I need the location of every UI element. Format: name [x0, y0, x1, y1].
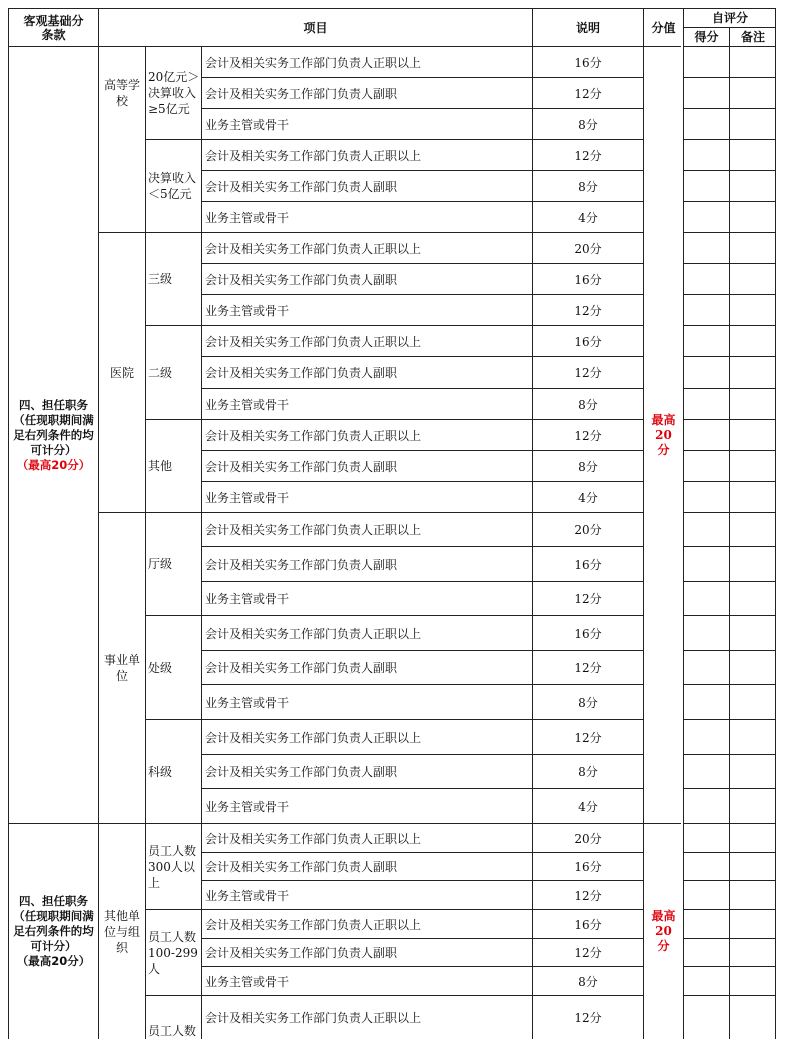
- item-score: 16分: [532, 909, 643, 938]
- header-clause: 客观基础分 条款: [8, 8, 98, 46]
- item-role: 业务主管或骨干: [201, 388, 532, 419]
- item-role: 会计及相关实务工作部门负责人正职以上: [201, 325, 532, 356]
- self-score-input[interactable]: [683, 450, 729, 481]
- self-score-input[interactable]: [683, 356, 729, 388]
- item-role: 会计及相关实务工作部门负责人正职以上: [201, 909, 532, 938]
- header-score: 得分: [683, 27, 729, 46]
- item-score: 8分: [532, 388, 643, 419]
- item-score: 8分: [532, 754, 643, 788]
- remark-input[interactable]: [729, 852, 776, 880]
- item-role: 会计及相关实务工作部门负责人正职以上: [201, 615, 532, 650]
- remark-input[interactable]: [729, 788, 776, 823]
- item-score: 20分: [532, 823, 643, 852]
- remark-input[interactable]: [729, 938, 776, 966]
- remark-input[interactable]: [729, 719, 776, 754]
- self-score-input[interactable]: [683, 546, 729, 581]
- item-score: 20分: [532, 232, 643, 263]
- remark-input[interactable]: [729, 880, 776, 909]
- remark-input[interactable]: [729, 77, 776, 108]
- item-role: 会计及相关实务工作部门负责人副职: [201, 263, 532, 294]
- header-description: 说明: [532, 8, 643, 46]
- item-score: 12分: [532, 139, 643, 170]
- remark-input[interactable]: [729, 615, 776, 650]
- self-score-input[interactable]: [683, 77, 729, 108]
- self-score-input[interactable]: [683, 615, 729, 650]
- item-role: 会计及相关实务工作部门负责人正职以上: [201, 719, 532, 754]
- sub-hospital-tier2: 二级: [145, 325, 201, 419]
- item-score: 8分: [532, 966, 643, 995]
- self-score-input[interactable]: [683, 232, 729, 263]
- remark-input[interactable]: [729, 356, 776, 388]
- self-score-input[interactable]: [683, 263, 729, 294]
- clause-section-1: [8, 46, 98, 823]
- item-role: 会计及相关实务工作部门负责人正职以上: [201, 419, 532, 450]
- self-score-input[interactable]: [683, 684, 729, 719]
- self-score-input[interactable]: [683, 170, 729, 201]
- item-role: 业务主管或骨干: [201, 684, 532, 719]
- sub-hospital-other: 其他: [145, 419, 201, 512]
- item-role: 会计及相关实务工作部门负责人正职以上: [201, 232, 532, 263]
- remark-input[interactable]: [729, 581, 776, 615]
- item-score: 12分: [532, 77, 643, 108]
- self-score-input[interactable]: [683, 388, 729, 419]
- item-role: 会计及相关实务工作部门负责人正职以上: [201, 995, 532, 1039]
- header-item: 项目: [98, 8, 532, 46]
- clause-text: 四、担任职务 （任现职期间满 足右列条件的均 可计分）: [13, 894, 94, 953]
- self-score-input[interactable]: [683, 754, 729, 788]
- remark-input[interactable]: [729, 754, 776, 788]
- item-role: 会计及相关实务工作部门负责人正职以上: [201, 139, 532, 170]
- self-score-input[interactable]: [683, 938, 729, 966]
- remark-input[interactable]: [729, 684, 776, 719]
- item-role: 业务主管或骨干: [201, 294, 532, 325]
- item-role: 会计及相关实务工作部门负责人副职: [201, 754, 532, 788]
- sub-hospital-tier3: 三级: [145, 232, 201, 325]
- item-score: 12分: [532, 995, 643, 1039]
- remark-input[interactable]: [729, 108, 776, 139]
- item-role: 会计及相关实务工作部门负责人副职: [201, 356, 532, 388]
- self-score-input[interactable]: [683, 139, 729, 170]
- category-other-organizations: 其他单 位与组 织: [98, 823, 145, 1039]
- remark-input[interactable]: [729, 388, 776, 419]
- item-role: 业务主管或骨干: [201, 201, 532, 232]
- item-role: 业务主管或骨干: [201, 966, 532, 995]
- item-role: 会计及相关实务工作部门负责人副职: [201, 170, 532, 201]
- self-score-input[interactable]: [683, 650, 729, 684]
- item-role: 业务主管或骨干: [201, 880, 532, 909]
- item-score: 16分: [532, 263, 643, 294]
- item-role: 会计及相关实务工作部门负责人正职以上: [201, 46, 532, 77]
- item-role: 会计及相关实务工作部门负责人正职以上: [201, 823, 532, 852]
- self-score-input[interactable]: [683, 481, 729, 512]
- item-score: 12分: [532, 650, 643, 684]
- self-score-input[interactable]: [683, 995, 729, 1039]
- self-score-input[interactable]: [683, 909, 729, 938]
- item-score: 12分: [532, 880, 643, 909]
- item-role: 业务主管或骨干: [201, 108, 532, 139]
- remark-input[interactable]: [729, 650, 776, 684]
- item-score: 8分: [532, 684, 643, 719]
- clause-text: 四、担任职务 （任现职期间满 足右列条件的均 可计分）: [13, 397, 94, 457]
- item-score: 16分: [532, 325, 643, 356]
- remark-input[interactable]: [729, 46, 776, 77]
- sub-college-a: 20亿元＞ 决算收入 ≥5亿元: [145, 46, 201, 139]
- header-self-eval: 自评分: [683, 8, 776, 27]
- item-score: 12分: [532, 938, 643, 966]
- remark-input[interactable]: [729, 294, 776, 325]
- item-score: 12分: [532, 294, 643, 325]
- sub-employees-100: 员工人数 100-299 人: [145, 909, 201, 995]
- remark-input[interactable]: [729, 823, 776, 852]
- remark-input[interactable]: [729, 419, 776, 450]
- remark-input[interactable]: [729, 966, 776, 995]
- item-role: 会计及相关实务工作部门负责人副职: [201, 546, 532, 581]
- category-hospital: 医院: [98, 232, 145, 512]
- sub-public-ting: 厅级: [145, 512, 201, 615]
- remark-input[interactable]: [729, 263, 776, 294]
- item-score: 12分: [532, 719, 643, 754]
- item-score: 4分: [532, 201, 643, 232]
- remark-input[interactable]: [729, 512, 776, 546]
- sub-public-chu: 处级: [145, 615, 201, 719]
- item-score: 20分: [532, 512, 643, 546]
- item-score: 4分: [532, 481, 643, 512]
- item-role: 会计及相关实务工作部门负责人副职: [201, 852, 532, 880]
- remark-input[interactable]: [729, 232, 776, 263]
- item-score: 16分: [532, 546, 643, 581]
- item-role: 业务主管或骨干: [201, 481, 532, 512]
- self-score-input[interactable]: [683, 880, 729, 909]
- item-score: 16分: [532, 852, 643, 880]
- item-score: 8分: [532, 108, 643, 139]
- item-role: 会计及相关实务工作部门负责人副职: [201, 77, 532, 108]
- item-score: 16分: [532, 46, 643, 77]
- clause-cap: （最高20分）: [16, 954, 91, 968]
- sub-employees-300: 员工人数 300人以 上: [145, 823, 201, 909]
- remark-input[interactable]: [729, 546, 776, 581]
- clause-section-2: [8, 823, 98, 1039]
- remark-input[interactable]: [729, 170, 776, 201]
- item-score: 4分: [532, 788, 643, 823]
- item-role: 会计及相关实务工作部门负责人副职: [201, 450, 532, 481]
- self-score-input[interactable]: [683, 294, 729, 325]
- category-college: 高等学 校: [98, 46, 145, 232]
- item-role: 业务主管或骨干: [201, 788, 532, 823]
- column-gap: [681, 46, 683, 1039]
- item-score: 12分: [532, 356, 643, 388]
- right-border: [775, 8, 776, 1039]
- self-score-input[interactable]: [683, 325, 729, 356]
- self-score-input[interactable]: [683, 46, 729, 77]
- item-role: 会计及相关实务工作部门负责人副职: [201, 650, 532, 684]
- remark-input[interactable]: [729, 909, 776, 938]
- item-role: 会计及相关实务工作部门负责人正职以上: [201, 512, 532, 546]
- remark-input[interactable]: [729, 325, 776, 356]
- remark-input[interactable]: [729, 481, 776, 512]
- self-score-input[interactable]: [683, 108, 729, 139]
- item-role: 会计及相关实务工作部门负责人副职: [201, 938, 532, 966]
- item-score: 8分: [532, 450, 643, 481]
- item-score: 12分: [532, 419, 643, 450]
- sub-college-b: 决算收入 ＜5亿元: [145, 139, 201, 232]
- category-public-institution: 事业单 位: [98, 512, 145, 823]
- self-score-input[interactable]: [683, 823, 729, 852]
- max-points-2: 最高20 分: [643, 823, 683, 1039]
- self-score-input[interactable]: [683, 966, 729, 995]
- item-score: 12分: [532, 581, 643, 615]
- sub-public-ke: 科级: [145, 719, 201, 823]
- self-score-input[interactable]: [683, 512, 729, 546]
- self-score-input[interactable]: [683, 419, 729, 450]
- header-left-border: [683, 8, 684, 46]
- self-score-input[interactable]: [683, 581, 729, 615]
- remark-input[interactable]: [729, 139, 776, 170]
- self-score-input[interactable]: [683, 719, 729, 754]
- item-score: 8分: [532, 170, 643, 201]
- header-points: 分值: [643, 8, 683, 46]
- remark-input[interactable]: [729, 201, 776, 232]
- self-score-input[interactable]: [683, 201, 729, 232]
- self-score-input[interactable]: [683, 788, 729, 823]
- clause-cap: （最高20分）: [16, 457, 91, 472]
- item-role: 业务主管或骨干: [201, 581, 532, 615]
- max-points-1: 最高20 分: [643, 46, 683, 823]
- item-score: 16分: [532, 615, 643, 650]
- header-remark: 备注: [729, 27, 776, 46]
- sub-employees-next: 员工人数: [145, 995, 201, 1039]
- self-score-input[interactable]: [683, 852, 729, 880]
- remark-input[interactable]: [729, 450, 776, 481]
- remark-input[interactable]: [729, 995, 776, 1039]
